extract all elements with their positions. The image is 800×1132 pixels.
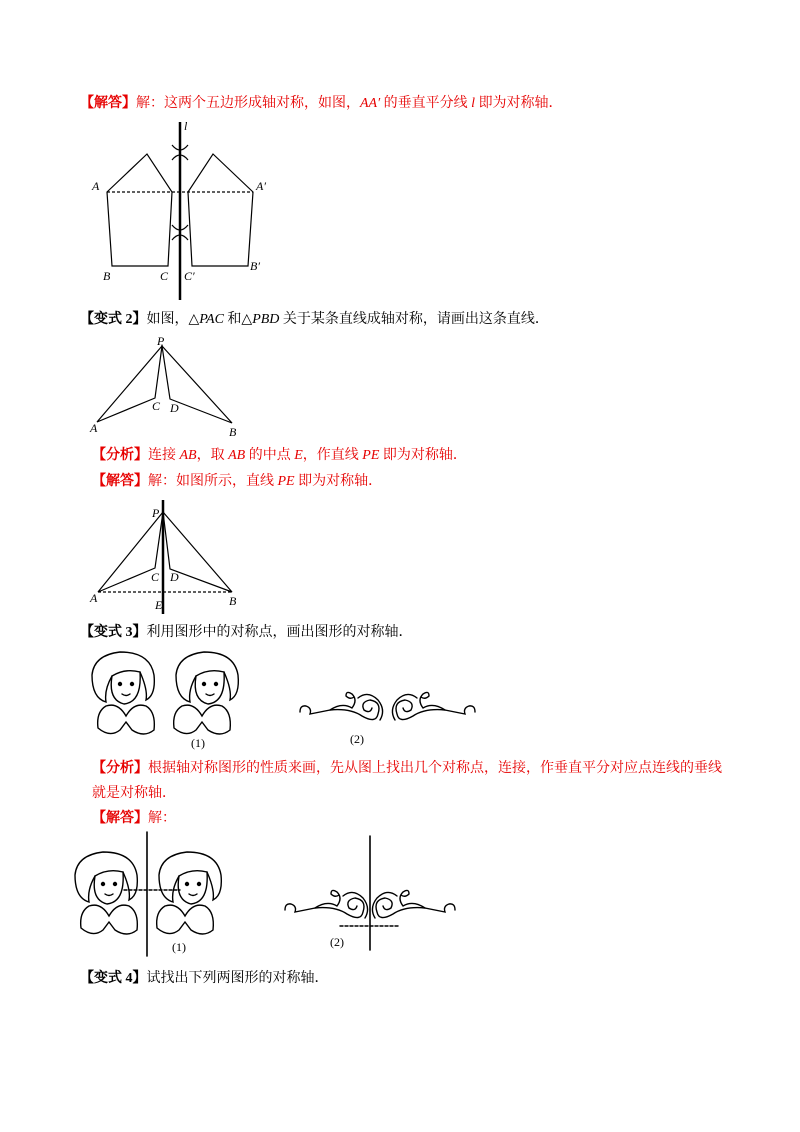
label-fig-1: (1) (172, 940, 186, 954)
variant-text: 和△ (223, 312, 253, 327)
var-pe: PE (277, 474, 295, 489)
girl-left (75, 852, 137, 934)
label-A: A (90, 591, 98, 605)
variant-tag: 【变式 4】 (80, 971, 147, 986)
var-aa: AA′ (360, 96, 381, 111)
var-ab: AB (179, 448, 197, 463)
label-A: A (90, 421, 98, 435)
analysis-tag: 【分析】 (92, 448, 148, 463)
girl-right (157, 852, 222, 934)
scroll-right (372, 890, 455, 918)
variant-tag: 【变式 3】 (80, 625, 147, 640)
variant-text: 利用图形中的对称点，画出图形的对称轴． (146, 625, 413, 640)
var-ab: AB (228, 448, 246, 463)
analysis-text: 就是对称轴． (92, 786, 176, 801)
answer-tag: 【解答】 (92, 811, 148, 826)
answer-text: 即为对称轴． (475, 96, 563, 111)
variant-text: 关于某条直线成轴对称，请画出这条直线． (279, 312, 549, 327)
label-A-prime: A′ (256, 179, 266, 193)
variant-text: 试找出下列两图形的对称轴． (146, 971, 329, 986)
analysis-text: 连接 (148, 448, 180, 463)
label-C-prime: C′ (184, 269, 195, 283)
var-pbd: PBD (252, 312, 280, 327)
answer-text: 的垂直平分线 (380, 96, 472, 111)
label-P: P (157, 334, 165, 348)
label-B-prime: B′ (250, 259, 260, 273)
label-P: P (152, 506, 160, 520)
answer-tag: 【解答】 (92, 474, 148, 489)
label-D: D (170, 570, 179, 584)
answer-text: 解： (148, 811, 176, 826)
variant-tag: 【变式 2】 (80, 312, 147, 327)
label-fig-1: (1) (191, 736, 205, 750)
scroll-left (285, 890, 368, 918)
answer-text: 解：如图所示，直线 (148, 474, 278, 489)
label-l: l (184, 119, 188, 133)
analysis-text: ，取 (196, 448, 229, 463)
label-B: B (229, 425, 237, 439)
var-pac: PAC (199, 312, 224, 327)
label-C: C (151, 570, 160, 584)
answer-text: 即为对称轴． (294, 474, 383, 489)
var-l: l (471, 96, 476, 111)
var-e: E (294, 448, 303, 463)
analysis-text: 根据轴对称图形的性质来画，先从图上找出几个对称点，连接，作垂直平分对应点连线的垂线 (148, 761, 722, 776)
var-pe: PE (362, 448, 380, 463)
label-B: B (229, 594, 237, 608)
analysis-text: ，作直线 (302, 448, 363, 463)
label-B: B (103, 269, 111, 283)
label-fig-2: (2) (330, 935, 344, 949)
label-D: D (170, 401, 179, 415)
label-E: E (155, 598, 163, 612)
label-A: A (92, 179, 100, 193)
label-C: C (160, 269, 169, 283)
variant-4 (80, 970, 329, 988)
answer-tag: 【解答】 (80, 96, 136, 111)
answer-text: 解：这两个五边形成轴对称，如图， (136, 96, 360, 111)
variant-text: 如图，△ (146, 312, 200, 327)
analysis-text: 的中点 (245, 448, 295, 463)
analysis-text: 即为对称轴． (379, 448, 467, 463)
label-fig-2: (2) (350, 732, 364, 746)
label-C: C (152, 399, 161, 413)
analysis-tag: 【分析】 (92, 761, 148, 776)
